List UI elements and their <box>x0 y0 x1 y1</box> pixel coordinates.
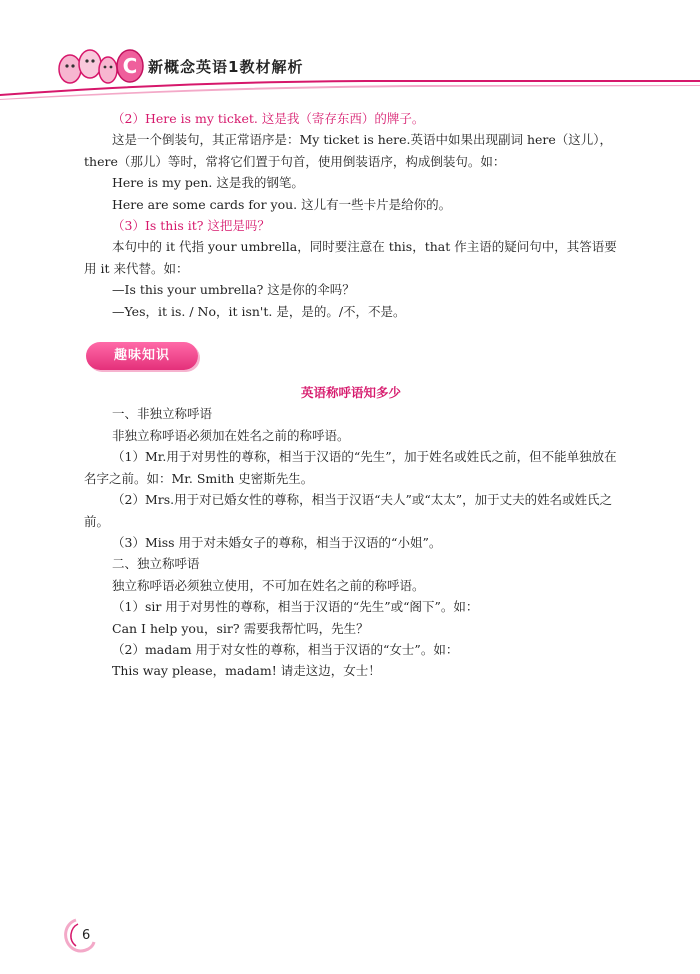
fun-line: 二、独立称呼语 <box>112 556 200 572</box>
item3-heading: （3）Is this it? 这把是吗？ <box>112 218 270 234</box>
page-number: 6 <box>82 928 91 943</box>
fun-knowledge-badge-wrap <box>84 342 618 372</box>
fun-knowledge-badge <box>86 342 198 370</box>
fun-section-title: 英语称呼语知多少 <box>300 385 401 401</box>
item3-example-2: —Yes，it is. / No，it isn't. 是，是的。/不，不是。 <box>112 303 406 319</box>
basic-logo <box>56 42 150 92</box>
page-number-badge <box>58 914 98 954</box>
fun-line: This way please，madam! 请走这边，女士！ <box>112 663 381 679</box>
fun-line: 独立称呼语必须独立使用，不可加在姓名之前的称呼语。 <box>112 577 425 593</box>
fun-line: （3）Miss 用于对未婚女子的尊称，相当于汉语的“小姐”。 <box>112 534 442 550</box>
fun-line: 非独立称呼语必须加在姓名之前的称呼语。 <box>112 427 350 443</box>
item3-example-1: —Is this your umbrella? 这是你的伞吗？ <box>112 282 355 298</box>
page-number-swirl-icon <box>58 914 98 954</box>
item2-explanation: 这是一个倒装句，其正常语序是：My ticket is here.英语中如果出现副词 here（这儿），there（那儿）等时，常将它们置于句首，使用倒装语序，构成倒装句。如： <box>84 132 613 169</box>
fun-line: 一、非独立称呼语 <box>112 406 213 422</box>
book-title: 新概念英语1教材解析 <box>148 58 304 76</box>
svg-text:C: C <box>122 54 138 78</box>
page-content <box>84 108 618 682</box>
fun-line: （2）madam 用于对女性的尊称，相当于汉语的“女士”。如： <box>112 641 459 657</box>
item3-explanation: 本句中的 it 代指 your umbrella，同时要注意在 this，that 作主语的疑问句中，其答语要用 it 来代替。如： <box>84 239 617 276</box>
fun-knowledge-badge-label: 趣味知识 <box>113 348 170 364</box>
fun-line: Can I help you，sir? 需要我帮忙吗，先生？ <box>112 620 369 636</box>
page-header <box>0 0 700 100</box>
fun-line: （1）sir 用于对男性的尊称，相当于汉语的“先生”或“阁下”。如： <box>112 599 479 615</box>
item2-example-2: Here are some cards for you. 这儿有一些卡片是给你的。 <box>112 196 452 212</box>
fun-line: （1）Mr.用于对男性的尊称，相当于汉语的“先生”，加于姓名或姓氏之前，但不能单独放在名字之前。如：Mr. Smith 史密斯先生。 <box>84 449 617 486</box>
fun-line: （2）Mrs.用于对已婚女性的尊称，相当于汉语“夫人”或“太太”，加于丈夫的姓名或姓氏之前。 <box>84 492 613 529</box>
item2-heading: （2）Here is my ticket. 这是我（寄存东西）的牌子。 <box>112 111 425 126</box>
item2-example-1: Here is my pen. 这是我的钢笔。 <box>112 175 304 191</box>
